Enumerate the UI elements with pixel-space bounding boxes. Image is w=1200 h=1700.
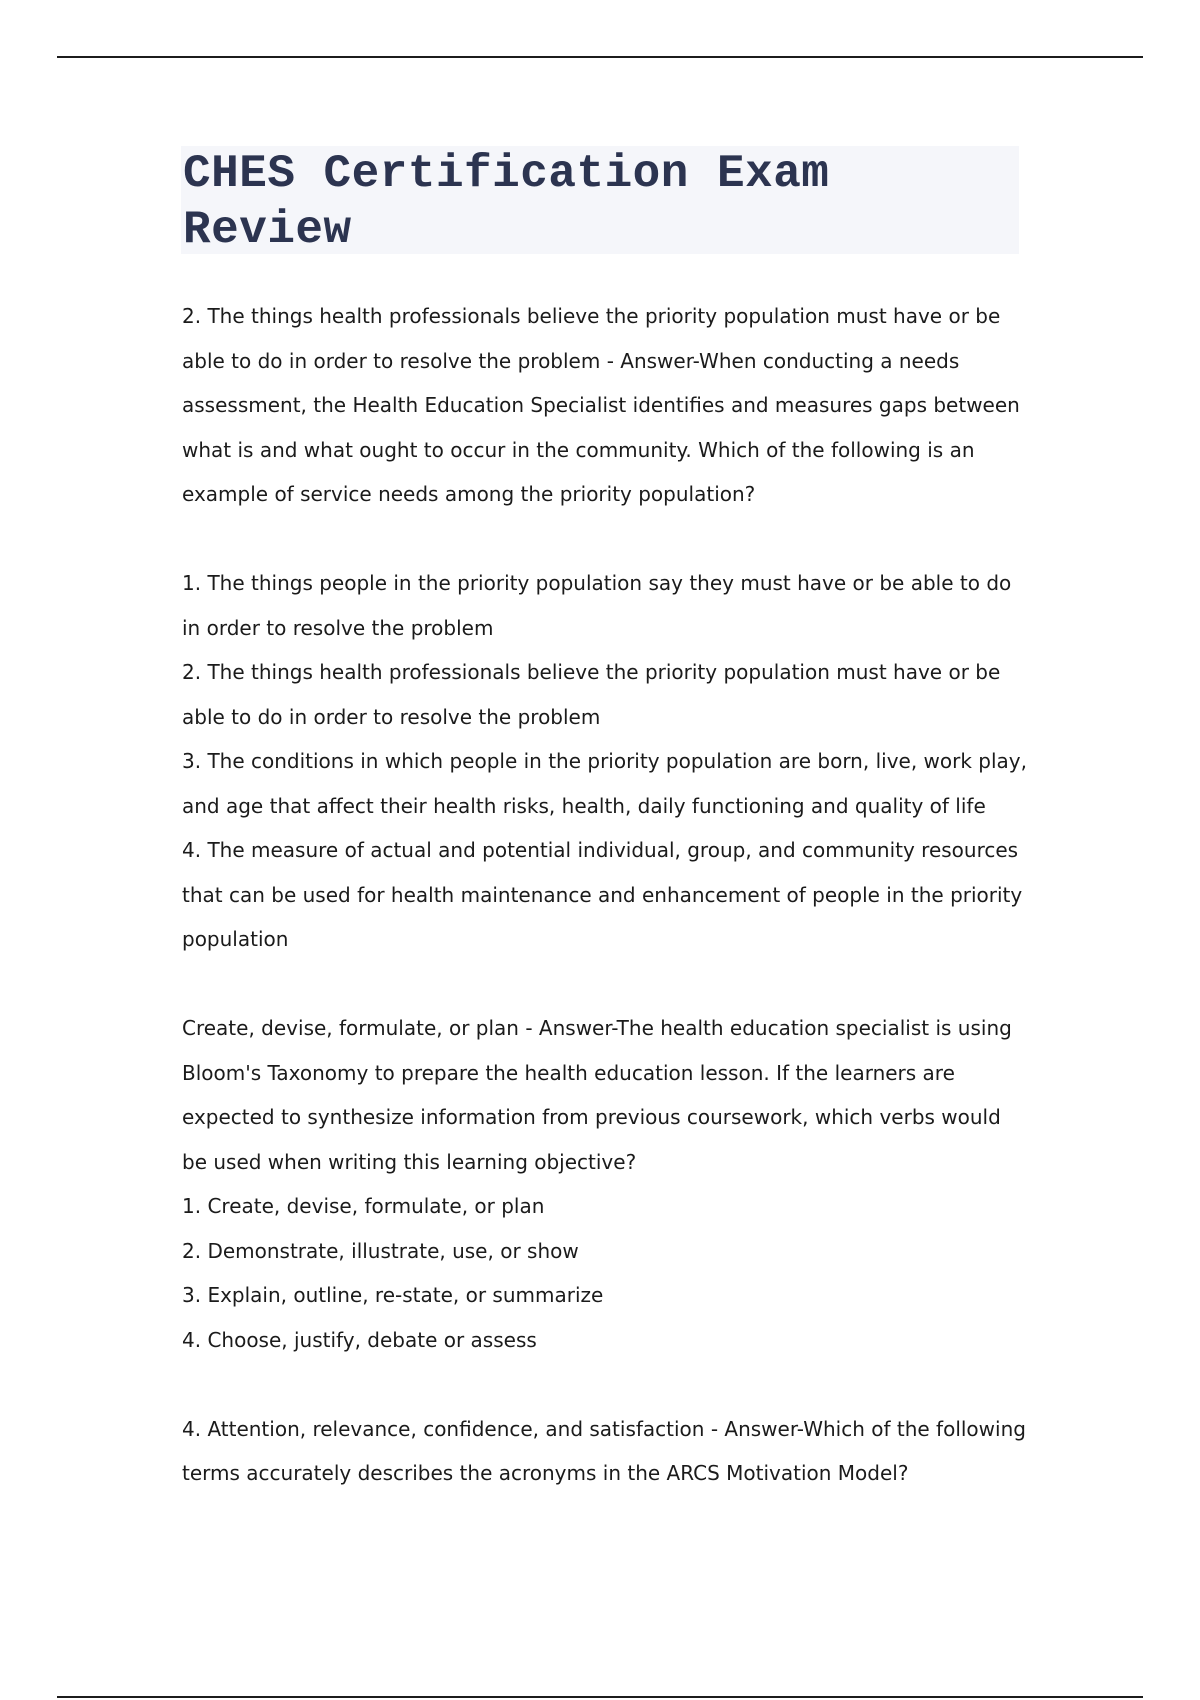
question-2-option-4: 4. Choose, justify, debate or assess: [182, 1327, 537, 1352]
bottom-rule: [57, 1696, 1143, 1698]
question-2-option-2: 2. Demonstrate, illustrate, use, or show: [182, 1238, 579, 1263]
page-title: CHES Certification Exam Review: [183, 148, 830, 256]
question-1-option-2: 2. The things health professionals believe the priority population must have or be able to do in order to resolve the problem: [182, 660, 1001, 729]
question-1-option-3: 3. The conditions in which people in the priority population are born, live, work play, and age that affect their health risks, health, daily functioning and quality of life: [182, 749, 1027, 818]
spacer: [182, 962, 1032, 1007]
question-2-answer-and-prompt: Create, devise, formulate, or plan - Answer-The health education specialist is using Bloom's Taxonomy to prepare the health education lesson. If the learners are expected to synthesize information from previous coursework, which verbs would be used when writing this learning objective?: [182, 1016, 1012, 1174]
question-2-option-1: 1. Create, devise, formulate, or plan: [182, 1194, 545, 1218]
question-1-answer-and-prompt: 2. The things health professionals believe the priority population must have or be able to do in order to resolve the problem - Answer-When conducting a needs assessment, the Health Education Specialist identifies and measures gaps between what is and what ought to occur in the community. Which of the following is an example of service needs among the priority population?: [182, 304, 1020, 506]
question-2-option-3: 3. Explain, outline, re-state, or summarize: [182, 1283, 604, 1307]
question-3-answer-and-prompt: 4. Attention, relevance, confidence, and satisfaction - Answer-Which of the following terms accurately describes the acronyms in the ARCS Motivation Model?: [182, 1416, 1026, 1485]
question-1-option-1: 1. The things people in the priority population say they must have or be able to do in order to resolve the problem: [182, 571, 1012, 640]
spacer: [182, 517, 1032, 562]
document-body: [182, 294, 1032, 1496]
spacer: [182, 1362, 1032, 1407]
top-rule: [57, 56, 1143, 58]
title-block: [181, 146, 1019, 254]
question-1-option-4: 4. The measure of actual and potential individual, group, and community resources that can be used for health maintenance and enhancement of people in the priority population: [182, 838, 1023, 951]
